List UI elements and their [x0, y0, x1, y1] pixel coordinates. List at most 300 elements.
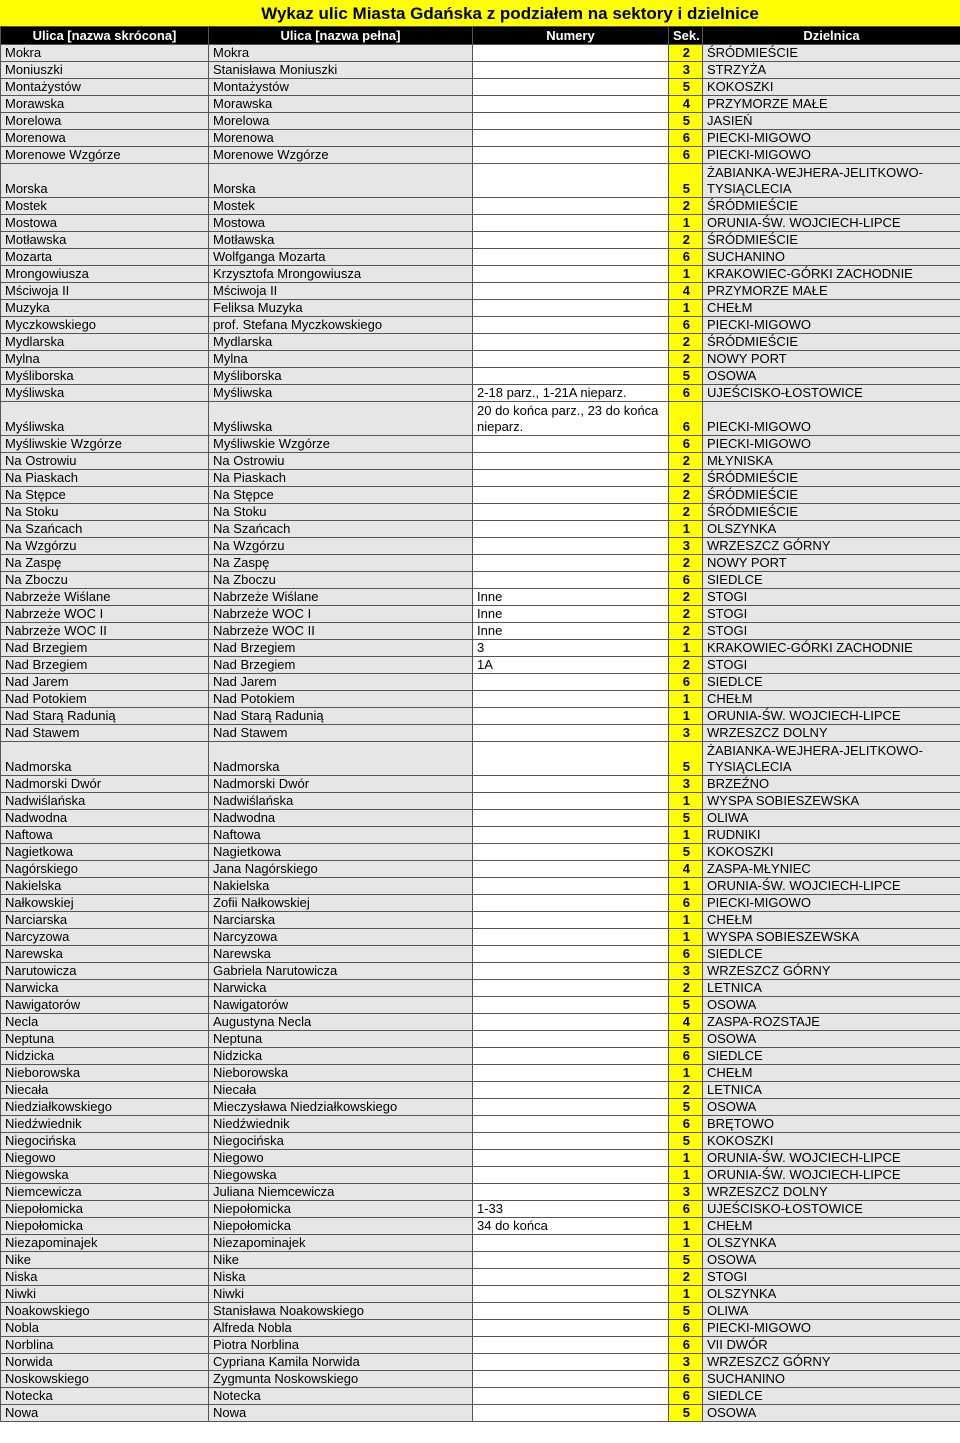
cell-short-name: Necla [1, 1014, 209, 1031]
cell-short-name: Morelowa [1, 113, 209, 130]
table-row [1, 130, 960, 147]
cell-short-name: Mściwoja II [1, 283, 209, 300]
cell-sector: 6 [669, 1201, 703, 1218]
cell-sector: 5 [669, 1405, 703, 1422]
cell-short-name: Na Wzgórzu [1, 538, 209, 555]
cell-full-name: Nabrzeże Wiślane [209, 589, 473, 606]
cell-full-name: Nike [209, 1252, 473, 1269]
cell-sector: 2 [669, 487, 703, 504]
table-row [1, 164, 960, 198]
cell-short-name: Narewska [1, 946, 209, 963]
table-row [1, 1235, 960, 1252]
cell-numbers [473, 45, 669, 62]
table-row [1, 861, 960, 878]
cell-short-name: Niemcewicza [1, 1184, 209, 1201]
cell-short-name: Narcyzowa [1, 929, 209, 946]
cell-short-name: Narciarska [1, 912, 209, 929]
table-row [1, 1031, 960, 1048]
cell-full-name: Montażystów [209, 79, 473, 96]
cell-district: ŚRÓDMIEŚCIE [703, 198, 960, 215]
cell-short-name: Neptuna [1, 1031, 209, 1048]
cell-sector: 6 [669, 130, 703, 147]
cell-short-name: Myśliborska [1, 368, 209, 385]
cell-full-name: Nadmorski Dwór [209, 776, 473, 793]
cell-numbers [473, 96, 669, 113]
cell-full-name: Stanisława Noakowskiego [209, 1303, 473, 1320]
cell-short-name: Myśliwska [1, 385, 209, 402]
cell-full-name: Mieczysława Niedziałkowskiego [209, 1099, 473, 1116]
cell-district: PIECKI-MIGOWO [703, 147, 960, 164]
table-row [1, 215, 960, 232]
cell-short-name: Niecała [1, 1082, 209, 1099]
cell-numbers [473, 861, 669, 878]
cell-sector: 5 [669, 1252, 703, 1269]
cell-sector: 6 [669, 402, 703, 436]
cell-short-name: Nagórskiego [1, 861, 209, 878]
table-row [1, 1065, 960, 1082]
cell-district: CHEŁM [703, 1065, 960, 1082]
cell-full-name: Mostowa [209, 215, 473, 232]
table-row [1, 1252, 960, 1269]
cell-district: PIECKI-MIGOWO [703, 1320, 960, 1337]
cell-numbers [473, 266, 669, 283]
cell-numbers [473, 1354, 669, 1371]
cell-short-name: Mylna [1, 351, 209, 368]
table-row [1, 1337, 960, 1354]
cell-full-name: Nad Stawem [209, 725, 473, 742]
cell-district: KOKOSZKI [703, 844, 960, 861]
cell-numbers [473, 1099, 669, 1116]
cell-numbers: Inne [473, 606, 669, 623]
table-row [1, 368, 960, 385]
cell-full-name: Mściwoja II [209, 283, 473, 300]
table-row [1, 45, 960, 62]
cell-district: STOGI [703, 1269, 960, 1286]
cell-short-name: Nagietkowa [1, 844, 209, 861]
cell-district: OLSZYNKA [703, 521, 960, 538]
cell-sector: 5 [669, 810, 703, 827]
cell-short-name: Na Stoku [1, 504, 209, 521]
cell-short-name: Nadwiślańska [1, 793, 209, 810]
cell-full-name: Myśliborska [209, 368, 473, 385]
cell-sector: 6 [669, 1048, 703, 1065]
table-row [1, 1371, 960, 1388]
cell-district: WRZESZCZ DOLNY [703, 725, 960, 742]
table-row [1, 538, 960, 555]
cell-numbers [473, 113, 669, 130]
cell-district: MŁYNISKA [703, 453, 960, 470]
cell-full-name: Na Zboczu [209, 572, 473, 589]
cell-full-name: Krzysztofa Mrongowiusza [209, 266, 473, 283]
cell-short-name: Nałkowskiej [1, 895, 209, 912]
cell-sector: 6 [669, 1371, 703, 1388]
cell-sector: 6 [669, 385, 703, 402]
cell-district: ORUNIA-ŚW. WOJCIECH-LIPCE [703, 708, 960, 725]
cell-full-name: Nabrzeże WOC I [209, 606, 473, 623]
header-district: Dzielnica [703, 27, 960, 45]
cell-numbers [473, 1116, 669, 1133]
cell-short-name: Nadwodna [1, 810, 209, 827]
cell-short-name: Niepołomicka [1, 1218, 209, 1235]
cell-numbers [473, 810, 669, 827]
cell-numbers [473, 555, 669, 572]
cell-district: WRZESZCZ DOLNY [703, 1184, 960, 1201]
table-row [1, 1184, 960, 1201]
cell-district: UJEŚCISKO-ŁOSTOWICE [703, 1201, 960, 1218]
cell-full-name: Niska [209, 1269, 473, 1286]
cell-full-name: Nad Brzegiem [209, 640, 473, 657]
cell-sector: 2 [669, 980, 703, 997]
cell-district: ŻABIANKA-WEJHERA-JELITKOWO-TYSIĄCLECIA [703, 164, 960, 198]
cell-numbers [473, 368, 669, 385]
cell-full-name: Na Piaskach [209, 470, 473, 487]
cell-district: STRZYŻA [703, 62, 960, 79]
table-row [1, 1116, 960, 1133]
cell-short-name: Niegocińska [1, 1133, 209, 1150]
cell-full-name: Jana Nagórskiego [209, 861, 473, 878]
cell-district: SIEDLCE [703, 946, 960, 963]
cell-full-name: Niegowo [209, 1150, 473, 1167]
cell-sector: 5 [669, 1031, 703, 1048]
cell-district: OLSZYNKA [703, 1235, 960, 1252]
cell-numbers [473, 844, 669, 861]
cell-district: ŚRÓDMIEŚCIE [703, 504, 960, 521]
street-table [0, 26, 960, 1422]
cell-short-name: Motławska [1, 232, 209, 249]
cell-full-name: Nowa [209, 1405, 473, 1422]
cell-sector: 5 [669, 742, 703, 776]
table-row [1, 1303, 960, 1320]
cell-numbers [473, 997, 669, 1014]
cell-numbers [473, 1082, 669, 1099]
cell-full-name: prof. Stefana Myczkowskiego [209, 317, 473, 334]
cell-full-name: Niepołomicka [209, 1201, 473, 1218]
cell-short-name: Niedziałkowskiego [1, 1099, 209, 1116]
cell-numbers [473, 232, 669, 249]
table-row [1, 504, 960, 521]
table-row [1, 1082, 960, 1099]
cell-sector: 6 [669, 249, 703, 266]
table-row [1, 929, 960, 946]
cell-numbers: 3 [473, 640, 669, 657]
cell-district: ŚRÓDMIEŚCIE [703, 487, 960, 504]
cell-short-name: Noskowskiego [1, 1371, 209, 1388]
cell-short-name: Mrongowiusza [1, 266, 209, 283]
cell-district: OSOWA [703, 1405, 960, 1422]
cell-full-name: Wolfganga Mozarta [209, 249, 473, 266]
table-row [1, 640, 960, 657]
cell-numbers [473, 1405, 669, 1422]
cell-full-name: Nagietkowa [209, 844, 473, 861]
cell-short-name: Narutowicza [1, 963, 209, 980]
table-row [1, 1354, 960, 1371]
table-row [1, 487, 960, 504]
cell-district: WRZESZCZ GÓRNY [703, 538, 960, 555]
cell-district: PIECKI-MIGOWO [703, 436, 960, 453]
cell-sector: 2 [669, 45, 703, 62]
table-row [1, 827, 960, 844]
cell-full-name: Nakielska [209, 878, 473, 895]
cell-sector: 3 [669, 725, 703, 742]
table-row [1, 283, 960, 300]
cell-full-name: Piotra Norblina [209, 1337, 473, 1354]
cell-sector: 5 [669, 997, 703, 1014]
cell-full-name: Niegowska [209, 1167, 473, 1184]
table-row [1, 1167, 960, 1184]
cell-sector: 1 [669, 827, 703, 844]
cell-short-name: Narwicka [1, 980, 209, 997]
cell-district: VII DWÓR [703, 1337, 960, 1354]
cell-short-name: Morska [1, 164, 209, 198]
cell-district: OLIWA [703, 810, 960, 827]
cell-full-name: Narcyzowa [209, 929, 473, 946]
cell-district: KOKOSZKI [703, 1133, 960, 1150]
cell-short-name: Mozarta [1, 249, 209, 266]
cell-full-name: Nad Starą Radunią [209, 708, 473, 725]
table-row [1, 232, 960, 249]
cell-short-name: Nad Starą Radunią [1, 708, 209, 725]
cell-district: STOGI [703, 623, 960, 640]
cell-sector: 1 [669, 1167, 703, 1184]
cell-short-name: Morawska [1, 96, 209, 113]
cell-full-name: Neptuna [209, 1031, 473, 1048]
cell-numbers [473, 708, 669, 725]
cell-district: ŚRÓDMIEŚCIE [703, 470, 960, 487]
table-row [1, 589, 960, 606]
cell-district: NOWY PORT [703, 351, 960, 368]
table-row [1, 555, 960, 572]
cell-district: CHEŁM [703, 691, 960, 708]
cell-short-name: Morenowe Wzgórze [1, 147, 209, 164]
cell-short-name: Nowa [1, 1405, 209, 1422]
cell-sector: 2 [669, 1269, 703, 1286]
cell-numbers [473, 1388, 669, 1405]
cell-sector: 1 [669, 878, 703, 895]
cell-full-name: Na Zaspę [209, 555, 473, 572]
cell-numbers: Inne [473, 589, 669, 606]
cell-full-name: Myśliwska [209, 402, 473, 436]
cell-district: ORUNIA-ŚW. WOJCIECH-LIPCE [703, 1167, 960, 1184]
cell-full-name: Myśliwska [209, 385, 473, 402]
cell-short-name: Nawigatorów [1, 997, 209, 1014]
cell-district: RUDNIKI [703, 827, 960, 844]
cell-sector: 2 [669, 504, 703, 521]
cell-district: SUCHANINO [703, 249, 960, 266]
cell-numbers [473, 130, 669, 147]
cell-sector: 5 [669, 844, 703, 861]
cell-numbers [473, 776, 669, 793]
table-row [1, 453, 960, 470]
table-row [1, 691, 960, 708]
cell-sector: 6 [669, 1337, 703, 1354]
cell-sector: 1 [669, 793, 703, 810]
table-row [1, 113, 960, 130]
cell-numbers [473, 436, 669, 453]
cell-district: PIECKI-MIGOWO [703, 130, 960, 147]
cell-full-name: Niezapominajek [209, 1235, 473, 1252]
cell-full-name: Zygmunta Noskowskiego [209, 1371, 473, 1388]
cell-sector: 2 [669, 623, 703, 640]
cell-district: STOGI [703, 606, 960, 623]
cell-sector: 6 [669, 895, 703, 912]
cell-full-name: Narwicka [209, 980, 473, 997]
cell-numbers [473, 742, 669, 776]
cell-full-name: Zofii Nałkowskiej [209, 895, 473, 912]
cell-short-name: Na Ostrowiu [1, 453, 209, 470]
table-row [1, 334, 960, 351]
cell-full-name: Na Stępce [209, 487, 473, 504]
cell-numbers [473, 62, 669, 79]
cell-sector: 6 [669, 317, 703, 334]
cell-sector: 2 [669, 657, 703, 674]
cell-full-name: Nieborowska [209, 1065, 473, 1082]
table-row [1, 385, 960, 402]
cell-district: PRZYMORZE MAŁE [703, 96, 960, 113]
cell-numbers [473, 317, 669, 334]
table-row [1, 793, 960, 810]
cell-numbers [473, 164, 669, 198]
cell-short-name: Myśliwska [1, 402, 209, 436]
table-body [1, 45, 960, 1422]
cell-numbers: 1A [473, 657, 669, 674]
cell-short-name: Nabrzeże WOC II [1, 623, 209, 640]
cell-full-name: Mylna [209, 351, 473, 368]
cell-district: OSOWA [703, 1031, 960, 1048]
table-row [1, 402, 960, 436]
cell-short-name: Niepołomicka [1, 1201, 209, 1218]
cell-sector: 1 [669, 640, 703, 657]
header-short-name: Ulica [nazwa skrócona] [1, 27, 209, 45]
cell-short-name: Mostowa [1, 215, 209, 232]
table-row [1, 708, 960, 725]
cell-district: SUCHANINO [703, 1371, 960, 1388]
cell-sector: 2 [669, 1082, 703, 1099]
cell-numbers [473, 878, 669, 895]
cell-full-name: Morawska [209, 96, 473, 113]
cell-full-name: Notecka [209, 1388, 473, 1405]
cell-numbers [473, 283, 669, 300]
cell-short-name: Myczkowskiego [1, 317, 209, 334]
cell-district: ORUNIA-ŚW. WOJCIECH-LIPCE [703, 215, 960, 232]
cell-sector: 1 [669, 1235, 703, 1252]
table-row [1, 351, 960, 368]
cell-full-name: Na Stoku [209, 504, 473, 521]
cell-sector: 2 [669, 555, 703, 572]
cell-full-name: Niepołomicka [209, 1218, 473, 1235]
cell-numbers [473, 725, 669, 742]
table-row [1, 725, 960, 742]
cell-district: ZASPA-MŁYNIEC [703, 861, 960, 878]
table-row [1, 946, 960, 963]
cell-full-name: Nad Potokiem [209, 691, 473, 708]
cell-numbers [473, 827, 669, 844]
cell-short-name: Niegowska [1, 1167, 209, 1184]
table-row [1, 980, 960, 997]
cell-short-name: Nadmorska [1, 742, 209, 776]
cell-sector: 1 [669, 912, 703, 929]
cell-district: OSOWA [703, 1099, 960, 1116]
cell-full-name: Alfreda Nobla [209, 1320, 473, 1337]
cell-numbers [473, 470, 669, 487]
cell-short-name: Niwki [1, 1286, 209, 1303]
table-row [1, 147, 960, 164]
cell-numbers [473, 351, 669, 368]
cell-full-name: Niegocińska [209, 1133, 473, 1150]
table-row [1, 1405, 960, 1422]
cell-sector: 2 [669, 606, 703, 623]
table-row [1, 470, 960, 487]
cell-sector: 1 [669, 929, 703, 946]
cell-short-name: Nidzicka [1, 1048, 209, 1065]
cell-short-name: Niegowo [1, 1150, 209, 1167]
cell-full-name: Na Szańcach [209, 521, 473, 538]
cell-district: CHEŁM [703, 912, 960, 929]
cell-district: ŚRÓDMIEŚCIE [703, 334, 960, 351]
cell-full-name: Mokra [209, 45, 473, 62]
cell-numbers [473, 1371, 669, 1388]
cell-full-name: Mydlarska [209, 334, 473, 351]
cell-short-name: Na Piaskach [1, 470, 209, 487]
cell-district: WYSPA SOBIESZEWSKA [703, 793, 960, 810]
cell-full-name: Mostek [209, 198, 473, 215]
cell-sector: 6 [669, 572, 703, 589]
cell-numbers [473, 521, 669, 538]
table-row [1, 844, 960, 861]
cell-short-name: Niezapominajek [1, 1235, 209, 1252]
table-row [1, 895, 960, 912]
table-row [1, 657, 960, 674]
cell-full-name: Na Ostrowiu [209, 453, 473, 470]
cell-numbers [473, 572, 669, 589]
table-row [1, 436, 960, 453]
cell-short-name: Niska [1, 1269, 209, 1286]
cell-sector: 1 [669, 300, 703, 317]
table-row [1, 79, 960, 96]
cell-full-name: Nad Jarem [209, 674, 473, 691]
table-row [1, 266, 960, 283]
table-row [1, 1286, 960, 1303]
cell-sector: 5 [669, 164, 703, 198]
cell-full-name: Cypriana Kamila Norwida [209, 1354, 473, 1371]
cell-sector: 1 [669, 215, 703, 232]
cell-sector: 3 [669, 1184, 703, 1201]
table-row [1, 742, 960, 776]
cell-full-name: Nidzicka [209, 1048, 473, 1065]
cell-numbers: 2-18 parz., 1-21A nieparz. [473, 385, 669, 402]
cell-short-name: Norwida [1, 1354, 209, 1371]
cell-district: WRZESZCZ GÓRNY [703, 963, 960, 980]
cell-short-name: Na Szańcach [1, 521, 209, 538]
cell-full-name: Morska [209, 164, 473, 198]
cell-short-name: Nike [1, 1252, 209, 1269]
table-row [1, 62, 960, 79]
cell-sector: 1 [669, 1150, 703, 1167]
cell-sector: 1 [669, 708, 703, 725]
cell-district: SIEDLCE [703, 1388, 960, 1405]
cell-sector: 6 [669, 1388, 703, 1405]
cell-sector: 3 [669, 963, 703, 980]
cell-numbers [473, 793, 669, 810]
cell-short-name: Mydlarska [1, 334, 209, 351]
cell-short-name: Nad Brzegiem [1, 640, 209, 657]
cell-sector: 2 [669, 198, 703, 215]
table-row [1, 198, 960, 215]
cell-numbers: 20 do końca parz., 23 do końca nieparz. [473, 402, 669, 436]
cell-sector: 3 [669, 62, 703, 79]
cell-short-name: Myśliwskie Wzgórze [1, 436, 209, 453]
cell-numbers [473, 147, 669, 164]
table-row [1, 912, 960, 929]
